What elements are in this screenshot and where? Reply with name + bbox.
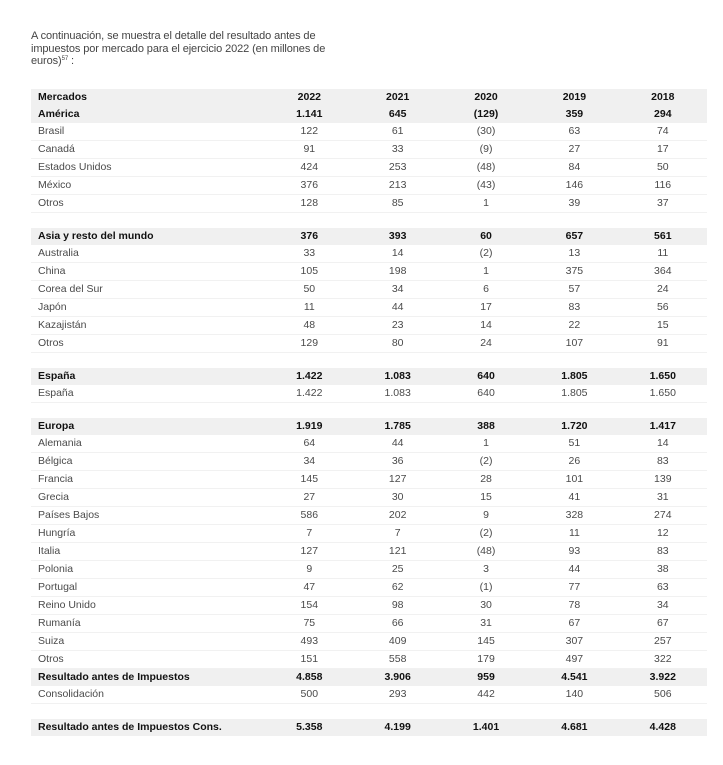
table-row xyxy=(31,263,707,281)
cell-value: 13 xyxy=(530,245,618,263)
cell-value: 375 xyxy=(530,263,618,281)
cell-value: 83 xyxy=(619,453,707,471)
cell-value: 28 xyxy=(442,471,530,489)
cell-value: 154 xyxy=(265,597,353,615)
cell-value: 424 xyxy=(265,159,353,177)
table-row xyxy=(31,597,707,615)
cell-value: (48) xyxy=(442,159,530,177)
row-label: Francia xyxy=(31,471,265,489)
cell-value: 77 xyxy=(530,579,618,597)
cell-value: 93 xyxy=(530,543,618,561)
cell-value: 6 xyxy=(442,281,530,299)
cell-value: 202 xyxy=(354,507,442,525)
row-label: América xyxy=(31,106,265,123)
cell-value: 36 xyxy=(354,453,442,471)
cell-value: 640 xyxy=(442,368,530,385)
cell-value: 67 xyxy=(619,615,707,633)
cell-value: 38 xyxy=(619,561,707,579)
cell-value: 307 xyxy=(530,633,618,651)
cell-value: 500 xyxy=(265,686,353,704)
cell-value: 293 xyxy=(354,686,442,704)
table-row xyxy=(31,453,707,471)
cell-value: 83 xyxy=(530,299,618,317)
cell-value: 198 xyxy=(354,263,442,281)
cell-value: 4.199 xyxy=(354,719,442,736)
cell-value: 30 xyxy=(354,489,442,507)
row-label: Resultado antes de Impuestos Cons. xyxy=(31,719,265,736)
row-label: Asia y resto del mundo xyxy=(31,228,265,245)
table-row xyxy=(31,525,707,543)
cell-value: 409 xyxy=(354,633,442,651)
table-row xyxy=(31,141,707,159)
cell-value: 493 xyxy=(265,633,353,651)
cell-value: 47 xyxy=(265,579,353,597)
cell-value: 23 xyxy=(354,317,442,335)
spacer-row xyxy=(31,213,707,229)
cell-value: (43) xyxy=(442,177,530,195)
cell-value: 586 xyxy=(265,507,353,525)
row-label: Corea del Sur xyxy=(31,281,265,299)
cell-value: 2018 xyxy=(619,89,707,106)
header-row xyxy=(31,89,707,106)
cell-value: 179 xyxy=(442,651,530,669)
row-label: Suiza xyxy=(31,633,265,651)
cell-value: 63 xyxy=(619,579,707,597)
cell-value: 7 xyxy=(354,525,442,543)
table-row xyxy=(31,615,707,633)
cell-value: 1.083 xyxy=(354,368,442,385)
cell-value: 4.428 xyxy=(619,719,707,736)
table-row xyxy=(31,561,707,579)
cell-value: 2021 xyxy=(354,89,442,106)
cell-value: 506 xyxy=(619,686,707,704)
cell-value: 9 xyxy=(442,507,530,525)
cell-value: 322 xyxy=(619,651,707,669)
cell-value: 44 xyxy=(354,299,442,317)
table-row xyxy=(31,507,707,525)
cell-value: 31 xyxy=(619,489,707,507)
cell-value: 91 xyxy=(265,141,353,159)
cell-value: 116 xyxy=(619,177,707,195)
row-label: Otros xyxy=(31,651,265,669)
table-row xyxy=(31,686,707,704)
table-row xyxy=(31,633,707,651)
row-label: Portugal xyxy=(31,579,265,597)
cell-value: 44 xyxy=(354,435,442,453)
cell-value: 34 xyxy=(354,281,442,299)
cell-value: 1.401 xyxy=(442,719,530,736)
cell-value: 25 xyxy=(354,561,442,579)
row-label: Rumanía xyxy=(31,615,265,633)
cell-value: 2020 xyxy=(442,89,530,106)
cell-value: 1.919 xyxy=(265,418,353,435)
cell-value: 657 xyxy=(530,228,618,245)
cell-value: (2) xyxy=(442,525,530,543)
table-row xyxy=(31,489,707,507)
cell-value: 2022 xyxy=(265,89,353,106)
cell-value: 359 xyxy=(530,106,618,123)
cell-value: 22 xyxy=(530,317,618,335)
cell-value: 50 xyxy=(265,281,353,299)
table-row xyxy=(31,543,707,561)
cell-value: 11 xyxy=(265,299,353,317)
cell-value: 9 xyxy=(265,561,353,579)
row-label: Australia xyxy=(31,245,265,263)
cell-value: 34 xyxy=(265,453,353,471)
table-row xyxy=(31,579,707,597)
row-label: Kazajistán xyxy=(31,317,265,335)
cell-value: 442 xyxy=(442,686,530,704)
cell-value: 44 xyxy=(530,561,618,579)
cell-value: 388 xyxy=(442,418,530,435)
cell-value: 61 xyxy=(354,123,442,141)
cell-value: 33 xyxy=(354,141,442,159)
cell-value: 27 xyxy=(530,141,618,159)
table-row xyxy=(31,299,707,317)
cell-value: 62 xyxy=(354,579,442,597)
cell-value: 74 xyxy=(619,123,707,141)
cell-value: 24 xyxy=(619,281,707,299)
cell-value: 146 xyxy=(530,177,618,195)
cell-value: 393 xyxy=(354,228,442,245)
row-label: Alemania xyxy=(31,435,265,453)
table-row xyxy=(31,317,707,335)
table-row xyxy=(31,435,707,453)
cell-value: 2019 xyxy=(530,89,618,106)
cell-value: 128 xyxy=(265,195,353,213)
cell-value: 37 xyxy=(619,195,707,213)
row-label: Hungría xyxy=(31,525,265,543)
results-by-market-table xyxy=(31,89,707,736)
cell-value: 105 xyxy=(265,263,353,281)
cell-value: 1.650 xyxy=(619,385,707,403)
cell-value: (2) xyxy=(442,245,530,263)
cell-value: 57 xyxy=(530,281,618,299)
cell-value: 7 xyxy=(265,525,353,543)
cell-value: 959 xyxy=(442,669,530,687)
cell-value: 129 xyxy=(265,335,353,353)
row-label: Consolidación xyxy=(31,686,265,704)
cell-value: 122 xyxy=(265,123,353,141)
cell-value: 80 xyxy=(354,335,442,353)
cell-value: 151 xyxy=(265,651,353,669)
cell-value: 56 xyxy=(619,299,707,317)
cell-value: 4.541 xyxy=(530,669,618,687)
cell-value: 645 xyxy=(354,106,442,123)
cell-value: 1.417 xyxy=(619,418,707,435)
table-row xyxy=(31,385,707,403)
cell-value: 4.681 xyxy=(530,719,618,736)
cell-value: 85 xyxy=(354,195,442,213)
cell-value: 1.422 xyxy=(265,368,353,385)
cell-value: 640 xyxy=(442,385,530,403)
section-title-row xyxy=(31,228,707,245)
row-label: Japón xyxy=(31,299,265,317)
row-label: Resultado antes de Impuestos xyxy=(31,669,265,687)
intro-paragraph xyxy=(31,30,361,68)
cell-value: 3.906 xyxy=(354,669,442,687)
cell-value: 27 xyxy=(265,489,353,507)
row-label: España xyxy=(31,385,265,403)
row-label: Bélgica xyxy=(31,453,265,471)
cell-value: 1.720 xyxy=(530,418,618,435)
grand-total-row xyxy=(31,719,707,736)
cell-value: 91 xyxy=(619,335,707,353)
row-label: Otros xyxy=(31,195,265,213)
cell-value: 17 xyxy=(619,141,707,159)
cell-value: 558 xyxy=(354,651,442,669)
intro-suffix: : xyxy=(68,55,74,67)
cell-value: 11 xyxy=(530,525,618,543)
cell-value: (30) xyxy=(442,123,530,141)
cell-value: (48) xyxy=(442,543,530,561)
row-label: Mercados xyxy=(31,89,265,106)
cell-value: 497 xyxy=(530,651,618,669)
table-row xyxy=(31,123,707,141)
table-row xyxy=(31,245,707,263)
cell-value: 127 xyxy=(265,543,353,561)
row-label: Brasil xyxy=(31,123,265,141)
cell-value: 41 xyxy=(530,489,618,507)
cell-value: 364 xyxy=(619,263,707,281)
table-row xyxy=(31,195,707,213)
cell-value: 274 xyxy=(619,507,707,525)
cell-value: 1.805 xyxy=(530,385,618,403)
cell-value: 328 xyxy=(530,507,618,525)
cell-value: 50 xyxy=(619,159,707,177)
cell-value: 1 xyxy=(442,195,530,213)
cell-value: (2) xyxy=(442,453,530,471)
cell-value: 127 xyxy=(354,471,442,489)
cell-value: 98 xyxy=(354,597,442,615)
cell-value: 1.650 xyxy=(619,368,707,385)
cell-value: 3 xyxy=(442,561,530,579)
cell-value: 14 xyxy=(354,245,442,263)
section-title-row xyxy=(31,106,707,123)
table-row xyxy=(31,159,707,177)
table-row xyxy=(31,177,707,195)
cell-value: 4.858 xyxy=(265,669,353,687)
cell-value: 5.358 xyxy=(265,719,353,736)
cell-value: 51 xyxy=(530,435,618,453)
cell-value: 376 xyxy=(265,228,353,245)
cell-value: 1.422 xyxy=(265,385,353,403)
cell-value: 66 xyxy=(354,615,442,633)
cell-value: 11 xyxy=(619,245,707,263)
cell-value: 15 xyxy=(442,489,530,507)
section-title-row xyxy=(31,418,707,435)
row-label: Canadá xyxy=(31,141,265,159)
cell-value: 213 xyxy=(354,177,442,195)
table-row xyxy=(31,471,707,489)
row-label: Países Bajos xyxy=(31,507,265,525)
cell-value: 60 xyxy=(442,228,530,245)
spacer-row xyxy=(31,403,707,419)
cell-value: 12 xyxy=(619,525,707,543)
row-label: Europa xyxy=(31,418,265,435)
row-label: Polonia xyxy=(31,561,265,579)
cell-value: 140 xyxy=(530,686,618,704)
cell-value: (1) xyxy=(442,579,530,597)
cell-value: 101 xyxy=(530,471,618,489)
row-label: Reino Unido xyxy=(31,597,265,615)
cell-value: 15 xyxy=(619,317,707,335)
cell-value: 376 xyxy=(265,177,353,195)
row-label: Grecia xyxy=(31,489,265,507)
cell-value: 75 xyxy=(265,615,353,633)
cell-value: 63 xyxy=(530,123,618,141)
row-label: España xyxy=(31,368,265,385)
row-label: México xyxy=(31,177,265,195)
cell-value: 121 xyxy=(354,543,442,561)
cell-value: 24 xyxy=(442,335,530,353)
cell-value: 294 xyxy=(619,106,707,123)
cell-value: 39 xyxy=(530,195,618,213)
cell-value: 145 xyxy=(265,471,353,489)
table-row xyxy=(31,651,707,669)
cell-value: 67 xyxy=(530,615,618,633)
row-label: Otros xyxy=(31,335,265,353)
cell-value: 561 xyxy=(619,228,707,245)
cell-value: 83 xyxy=(619,543,707,561)
spacer-row xyxy=(31,704,707,720)
cell-value: 14 xyxy=(442,317,530,335)
cell-value: 107 xyxy=(530,335,618,353)
cell-value: 31 xyxy=(442,615,530,633)
subtotal-row xyxy=(31,669,707,687)
cell-value: 145 xyxy=(442,633,530,651)
cell-value: 17 xyxy=(442,299,530,317)
cell-value: 1 xyxy=(442,263,530,281)
cell-value: 3.922 xyxy=(619,669,707,687)
cell-value: 1.141 xyxy=(265,106,353,123)
cell-value: 1.083 xyxy=(354,385,442,403)
cell-value: 253 xyxy=(354,159,442,177)
table-row xyxy=(31,281,707,299)
footnote-marker: 57 xyxy=(61,56,69,62)
cell-value: 26 xyxy=(530,453,618,471)
cell-value: 33 xyxy=(265,245,353,263)
cell-value: 64 xyxy=(265,435,353,453)
row-label: China xyxy=(31,263,265,281)
cell-value: 1.785 xyxy=(354,418,442,435)
cell-value: 1.805 xyxy=(530,368,618,385)
cell-value: 78 xyxy=(530,597,618,615)
cell-value: 30 xyxy=(442,597,530,615)
spacer-row xyxy=(31,353,707,369)
cell-value: (129) xyxy=(442,106,530,123)
intro-text: A continuación, se muestra el detalle del resultado antes de impuestos por mercado para el ejercicio 2022 (en millones de euros) xyxy=(31,30,326,67)
row-label: Italia xyxy=(31,543,265,561)
cell-value: 48 xyxy=(265,317,353,335)
row-label: Estados Unidos xyxy=(31,159,265,177)
cell-value: 14 xyxy=(619,435,707,453)
section-title-row xyxy=(31,368,707,385)
table-row xyxy=(31,335,707,353)
cell-value: 139 xyxy=(619,471,707,489)
cell-value: 84 xyxy=(530,159,618,177)
cell-value: 34 xyxy=(619,597,707,615)
cell-value: 257 xyxy=(619,633,707,651)
cell-value: (9) xyxy=(442,141,530,159)
cell-value: 1 xyxy=(442,435,530,453)
